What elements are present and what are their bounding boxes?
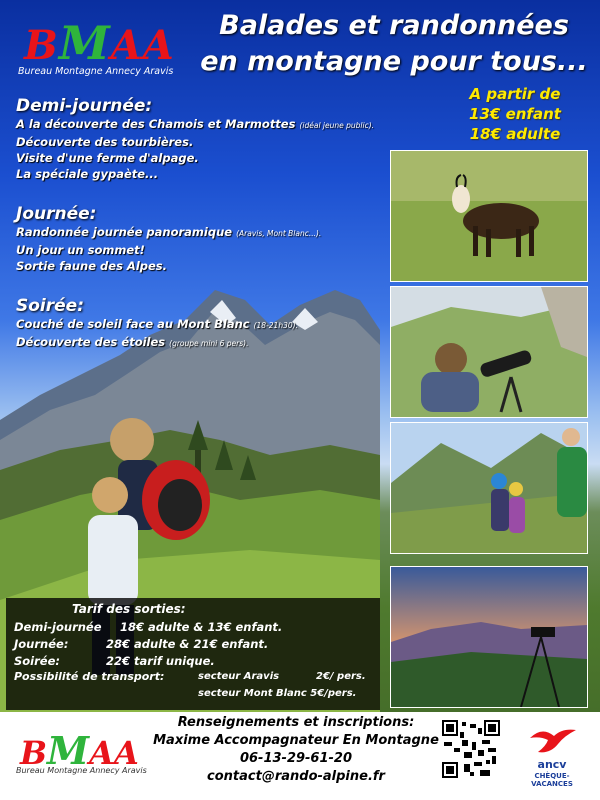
transport-sector-1: secteur Aravis (198, 671, 280, 682)
tarif-box (6, 598, 380, 710)
tarif-value: 22€ tarif unique. (106, 654, 215, 668)
ancv-name: ancv (537, 758, 567, 771)
transport-info (14, 670, 366, 699)
logo-letters (24, 16, 175, 70)
price-line-1: A partir de (469, 85, 561, 103)
price-callout (430, 84, 600, 144)
logo-m-letter: M (47, 728, 90, 773)
section-heading: Soirée: (16, 296, 84, 316)
bmaa-logo-footer (14, 724, 164, 786)
contact-name: Maxime Accompagnateur En Montagne (153, 733, 439, 748)
activity-item: Découverte des tourbières. (16, 135, 194, 149)
transport-sector-2: secteur Mont Blanc 5€/pers. (198, 688, 357, 699)
contact-heading: Renseignements et inscriptions: (177, 715, 415, 730)
activity-item: Couché de soleil face au Mont Blanc (18-21h30). (16, 317, 298, 331)
price-line-3: 18€ adulte (469, 125, 561, 143)
ancv-logo (514, 722, 590, 792)
logo-subtitle: Bureau Montagne Annecy Aravis (16, 766, 147, 775)
tarif-value: 28€ adulte & 21€ enfant. (106, 637, 269, 651)
contact-block (150, 714, 442, 786)
bmaa-logo (16, 16, 192, 82)
tarif-title: Tarif des sorties: (72, 602, 186, 616)
activity-item: Un jour un sommet! (16, 243, 145, 257)
sunset-photo (390, 566, 588, 708)
ancv-bird-icon (528, 724, 578, 756)
activity-item: Sortie faune des Alpes. (16, 259, 168, 273)
title-line-1: Balades et randonnées (219, 10, 569, 41)
section-journee (16, 204, 321, 274)
activity-item: Randonnée journée panoramique (Aravis, Mont Blanc...). (16, 225, 322, 239)
chamois-photo (390, 150, 588, 282)
section-heading: Demi-journée: (16, 96, 153, 116)
footer-band (0, 712, 600, 800)
poster-title (196, 8, 592, 80)
qr-code-icon[interactable] (442, 720, 500, 778)
section-heading: Journée: (16, 204, 97, 224)
section-demi-journee (16, 96, 374, 182)
section-soiree (16, 296, 298, 352)
telescope-photo (390, 286, 588, 418)
activity-item: Découverte des étoiles (groupe mini 6 pers). (16, 335, 249, 349)
logo-subtitle: Bureau Montagne Annecy Aravis (18, 66, 174, 77)
tarif-label: Soirée: (14, 654, 60, 668)
tarif-label: Demi-journée (14, 620, 102, 634)
contact-phone[interactable]: 06-13-29-61-20 (239, 751, 353, 766)
activity-item: La spéciale gypaète... (16, 167, 159, 181)
activity-item: A la découverte des Chamois et Marmottes (idéal jeune public). (16, 117, 375, 131)
price-line-2: 13€ enfant (469, 105, 561, 123)
tarif-label: Journée: (14, 637, 69, 651)
ancv-subtitle: CHÈQUE-VACANCES (531, 772, 573, 788)
activity-item: Visite d'une ferme d'alpage. (16, 151, 199, 165)
title-line-2: en montagne pour tous... (200, 46, 588, 77)
hikers-photo (390, 422, 588, 554)
tarif-row (14, 637, 269, 651)
logo-text: BMAA (24, 16, 175, 70)
transport-price-1: 2€/ pers. (316, 671, 366, 682)
contact-email[interactable]: contact@rando-alpine.fr (207, 769, 385, 784)
transport-label: Possibilité de transport: (14, 670, 165, 683)
tarif-row (14, 620, 283, 634)
logo-m-letter: M (58, 16, 111, 70)
logo-text: BMAA (20, 728, 139, 773)
tarif-value: 18€ adulte & 13€ enfant. (120, 620, 283, 634)
tarif-row (14, 654, 215, 668)
